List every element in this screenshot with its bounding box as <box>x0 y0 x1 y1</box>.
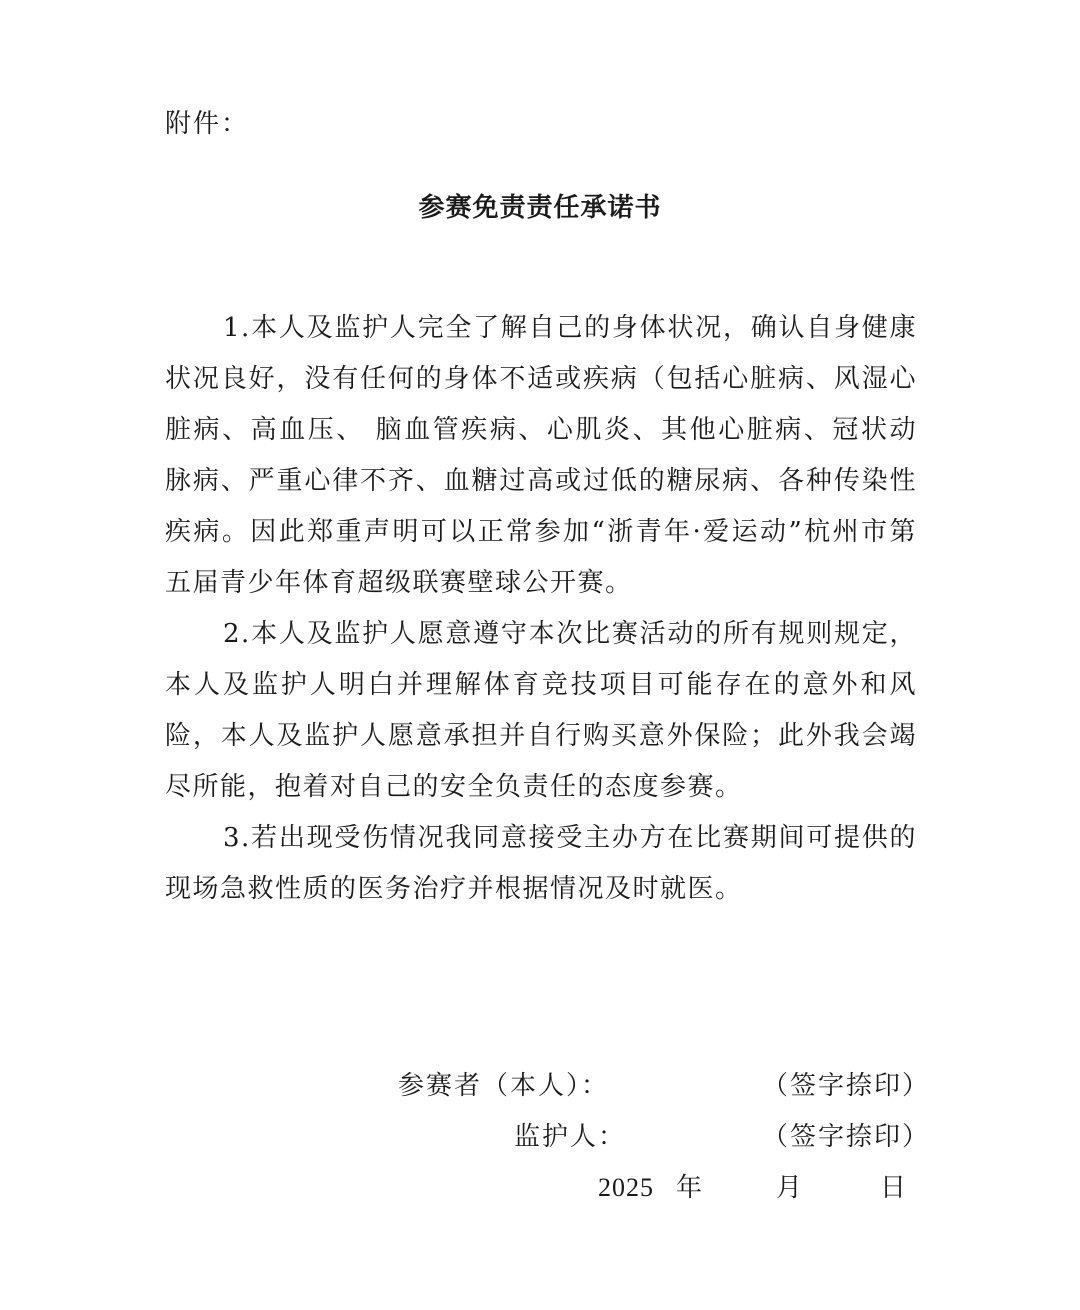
paragraph-1: 1.本人及监护人完全了解自己的身体状况，确认自身健康状况良好，没有任何的身体不适或疾病（包括心脏病、风湿心脏病、高血压、 脑血管疾病、心肌炎、其他心脏病、冠状动脉病、严重心律不齐、血糖过高或过低的糖尿病、各种传染性疾病。因此郑重声明可以正常参加“浙青年·爱运动”杭州市第五届青少年体育超级联赛壁球公开赛。 <box>165 313 917 598</box>
date-year: 2025 <box>598 1173 654 1202</box>
date-month-unit: 月 <box>776 1173 805 1203</box>
date-day-unit: 日 <box>880 1173 909 1203</box>
document-title: 参赛免责责任承诺书 <box>418 193 662 223</box>
paragraph-2: 2.本人及监护人愿意遵守本次比赛活动的所有规则规定，本人及监护人明白并理解体育竞技项目可能存在的意外和风险，本人及监护人愿意承担并自行购买意外保险；此外我会竭尽所能，抱着对自己的安全负责任的态度参赛。 <box>165 619 917 802</box>
participant-signature-row <box>0 1066 1080 1106</box>
date-row <box>0 1168 1080 1208</box>
document-body <box>165 303 917 915</box>
participant-stamp-note: （签字捺印） <box>762 1071 931 1101</box>
guardian-label: 监护人： <box>514 1122 627 1152</box>
attachment-label: 附件： <box>165 109 250 139</box>
participant-label: 参赛者（本人）： <box>398 1071 610 1101</box>
guardian-stamp-note: （签字捺印） <box>762 1122 931 1152</box>
guardian-signature-row <box>0 1117 1080 1157</box>
paragraph-3: 3.若出现受伤情况我同意接受主办方在比赛期间可提供的现场急救性质的医务治疗并根据情况及时就医。 <box>165 823 917 904</box>
date-year-unit: 年 <box>676 1173 705 1203</box>
